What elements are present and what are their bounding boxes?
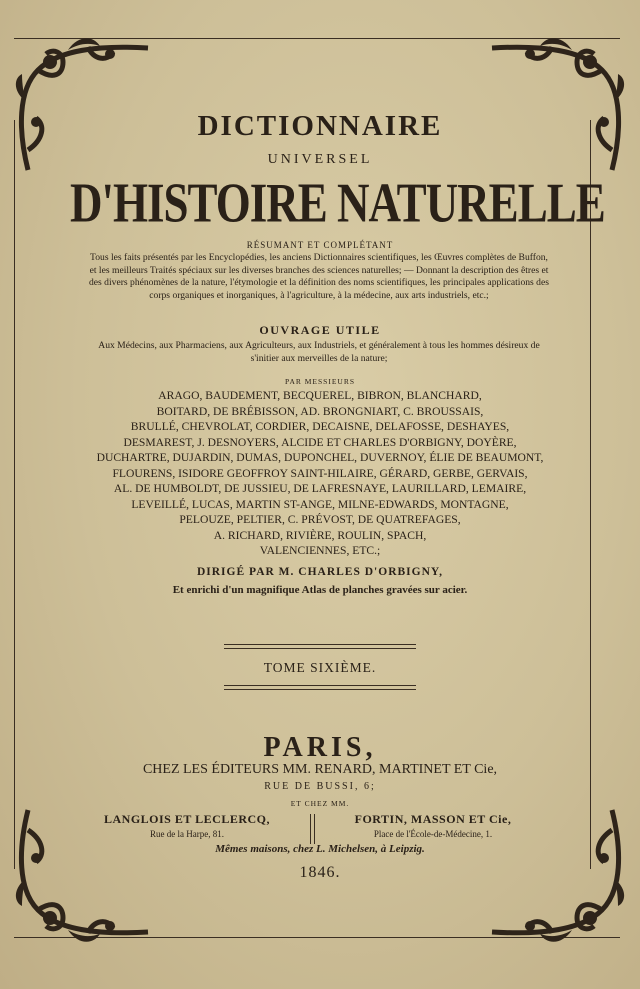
co-publisher-left-name: LANGLOIS ET LECLERCQ, bbox=[104, 812, 270, 826]
leipzig-line: Mêmes maisons, chez L. Michelsen, à Leipzig. bbox=[215, 843, 425, 855]
authors-line: ARAGO, BAUDEMENT, BECQUEREL, BIBRON, BLANCHARD, bbox=[158, 389, 482, 402]
subtitle: RÉSUMANT ET COMPLÉTANT bbox=[246, 240, 394, 250]
authors-line: VALENCIENNES, ETC.; bbox=[259, 544, 381, 557]
par-messieurs: PAR MESSIEURS bbox=[284, 377, 356, 386]
authors-line: DESMAREST, J. DESNOYERS, ALCIDE ET CHARLES D'ORBIGNY, DOYÈRE, bbox=[123, 435, 517, 449]
double-rule-top bbox=[224, 644, 416, 649]
ouvrage-heading: OUVRAGE UTILE bbox=[259, 323, 381, 337]
authors-line: BRULLÉ, CHEVROLAT, CORDIER, DECAISNE, DELAFOSSE, DESHAYES, bbox=[130, 420, 510, 433]
authors-line: LEVEILLÉ, LUCAS, MARTIN ST-ANGE, MILNE-EDWARDS, MONTAGNE, bbox=[131, 497, 509, 511]
publication-year: 1846. bbox=[299, 864, 341, 881]
co-publisher-right-name: FORTIN, MASSON ET Cie, bbox=[354, 812, 512, 826]
imprint-city: PARIS, bbox=[263, 732, 377, 763]
authors-list bbox=[70, 388, 570, 559]
co-publisher-right-address: Place de l'École-de-Médecine, 1. bbox=[373, 829, 493, 839]
title-line-2: UNIVERSEL bbox=[267, 152, 373, 167]
title-line-3: D'HISTOIRE NATURELLE bbox=[70, 171, 605, 234]
imprint-street: RUE DE BUSSI, 6; bbox=[264, 781, 376, 792]
atlas-line: Et enrichi d'un magnifique Atlas de planches gravées sur acier. bbox=[172, 584, 468, 596]
authors-line: AL. DE HUMBOLDT, DE JUSSIEU, DE LAFRESNAYE, LAURILLARD, LEMAIRE, bbox=[113, 482, 527, 495]
co-publisher-left-address: Rue de la Harpe, 81. bbox=[150, 829, 224, 839]
imprint-publishers: CHEZ LES ÉDITEURS MM. RENARD, MARTINET ET Cie, bbox=[142, 762, 498, 777]
volume-label: TOME SIXIÈME. bbox=[263, 660, 377, 675]
authors-line: BOITARD, DE BRÉBISSON, AD. BRONGNIART, C. BROUSSAIS, bbox=[156, 404, 484, 418]
imprint-et-chez: ET CHEZ MM. bbox=[290, 799, 350, 808]
authors-line: FLOURENS, ISIDORE GEOFFROY SAINT-HILAIRE, GÉRARD, GERBE, GERVAIS, bbox=[112, 466, 528, 480]
co-publisher-right bbox=[318, 812, 548, 839]
description-paragraph: Tous les faits présentés par les Encyclopédies, les anciens Dictionnaires scientifiques, les Œuvres complètes de Buffon, et les meilleurs Traités spéciaux sur les diverses branches des sciences naturelles; — Donnant la description des êtres et des divers phénomènes de la nature, l'étymologie et la définition des noms scientifiques, les principales applications des corps organiques et inorganiques, à l'agriculture, à la médecine, aux arts industriels, etc.; bbox=[89, 252, 549, 301]
double-rule-bottom bbox=[224, 685, 416, 690]
director-line: DIRIGÉ PAR M. CHARLES D'ORBIGNY, bbox=[196, 566, 444, 578]
authors-line: PELOUZE, PELTIER, C. PRÉVOST, DE QUATREFAGES, bbox=[179, 513, 461, 526]
authors-line: DUCHARTRE, DUJARDIN, DUMAS, DUPONCHEL, DUVERNOY, ÉLIE DE BEAUMONT, bbox=[96, 451, 544, 464]
authors-line: A. RICHARD, RIVIÈRE, ROULIN, SPACH, bbox=[213, 528, 427, 542]
audience-paragraph: Aux Médecins, aux Pharmaciens, aux Agriculteurs, aux Industriels, et généralement à tous les hommes désireux de s'initier aux merveilles de la nature; bbox=[98, 340, 540, 364]
co-publisher-left bbox=[72, 812, 302, 839]
frame-left-rule bbox=[14, 120, 15, 869]
column-separator bbox=[310, 814, 315, 844]
title-line-1: DICTIONNAIRE bbox=[197, 110, 443, 142]
